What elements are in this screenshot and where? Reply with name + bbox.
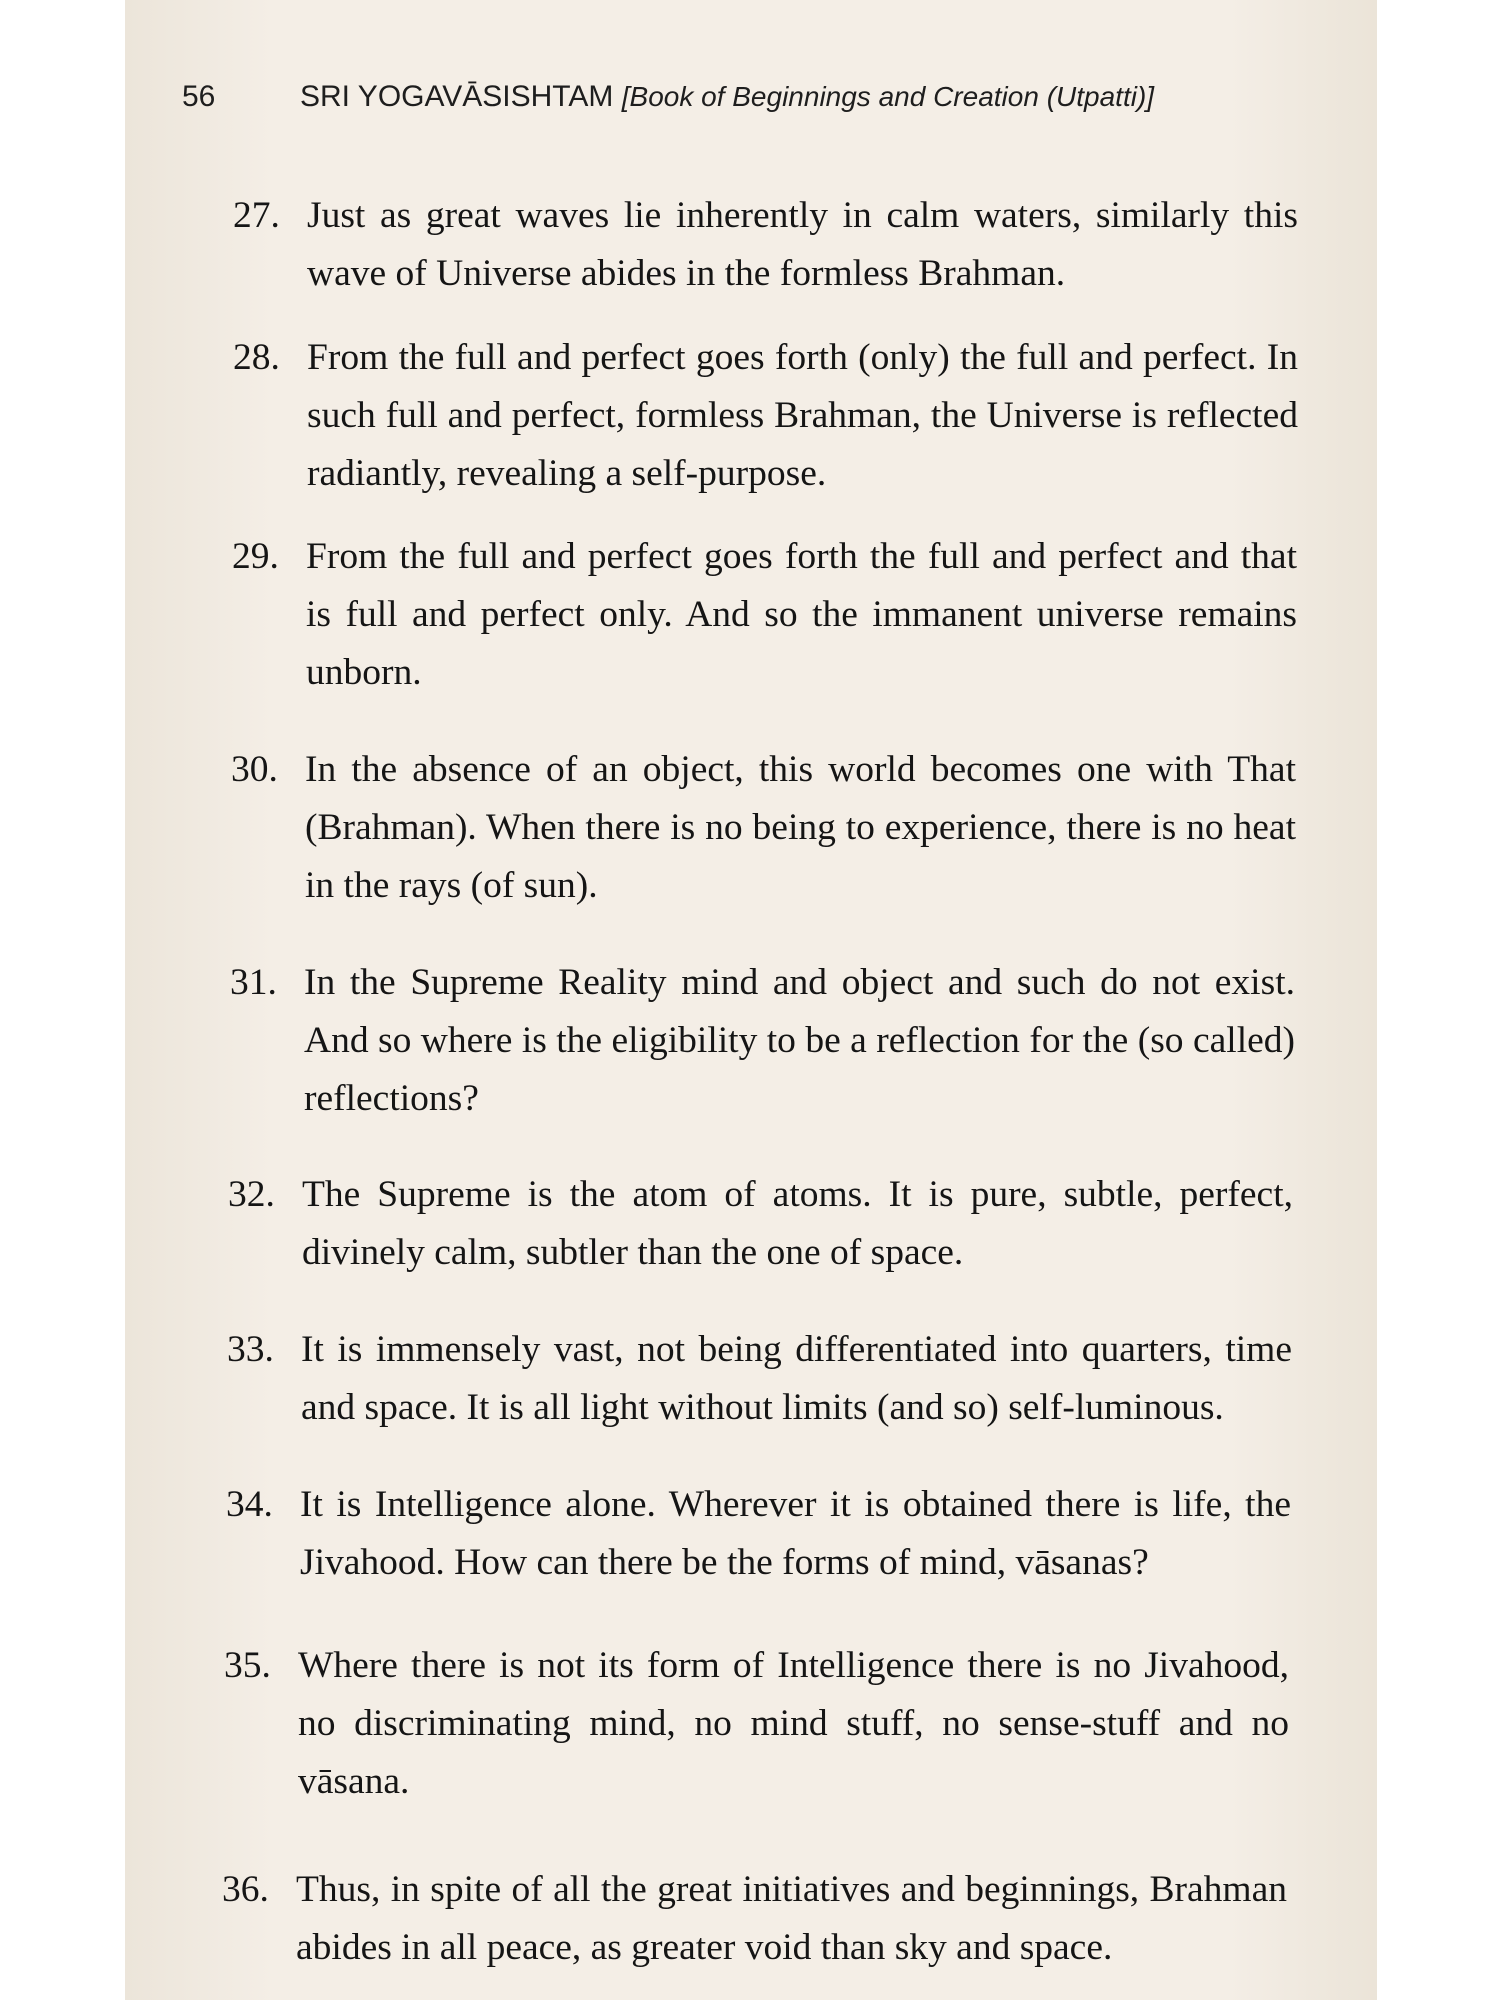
verse-text: Thus, in spite of all the great initiatives and beginnings, Brahman abides in all peace, as greater void than sky and space. (296, 1869, 1287, 1968)
verse-number: 28. (233, 337, 280, 378)
verse-31 (230, 954, 1295, 1128)
book-page (125, 0, 1377, 2000)
verse-33 (227, 1321, 1292, 1437)
verse-number: 30. (231, 749, 278, 790)
verse-28 (233, 329, 1298, 503)
verse-number: 34. (226, 1484, 273, 1525)
book-title: SRI YOGAVĀSISHTAM (300, 80, 614, 113)
verse-text: It is Intelligence alone. Wherever it is obtained there is life, the Jivahood. How can there be the forms of mind, vāsanas? (300, 1484, 1291, 1583)
verse-number: 27. (233, 195, 280, 236)
verse-number: 35. (224, 1645, 271, 1686)
verse-27 (233, 187, 1298, 303)
verse-list (125, 0, 1377, 2000)
verse-36 (222, 1861, 1287, 1977)
verse-32 (228, 1166, 1293, 1282)
verse-number: 31. (230, 962, 277, 1003)
verse-text: In the absence of an object, this world becomes one with That (Brahman). When there is no being to experience, there is no heat in the rays (of sun). (305, 749, 1296, 906)
verse-number: 32. (228, 1174, 275, 1215)
verse-text: From the full and perfect goes forth (only) the full and perfect. In such full and perfect, formless Brahman, the Universe is reflected radiantly, revealing a self-purpose. (307, 337, 1298, 494)
book-subtitle: [Book of Beginnings and Creation (Utpatti)] (621, 81, 1155, 112)
verse-text: Just as great waves lie inherently in calm waters, similarly this wave of Universe abides in the formless Brahman. (307, 195, 1298, 294)
verse-35 (224, 1637, 1289, 1811)
verse-number: 29. (232, 536, 279, 577)
verse-number: 33. (227, 1329, 274, 1370)
page-number: 56 (182, 80, 216, 113)
verse-30 (231, 741, 1296, 915)
verse-text: It is immensely vast, not being differentiated into quarters, time and space. It is all light without limits (and so) self-luminous. (301, 1329, 1292, 1428)
verse-34 (226, 1476, 1291, 1592)
verse-text: Where there is not its form of Intelligence there is no Jivahood, no discriminating mind, no mind stuff, no sense-stuff and no vāsana. (298, 1645, 1289, 1802)
verse-text: In the Supreme Reality mind and object and such do not exist. And so where is the eligibility to be a reflection for the (so called) reflections? (304, 962, 1295, 1119)
verse-text: From the full and perfect goes forth the full and perfect and that is full and perfect only. And so the immanent universe remains unborn. (306, 536, 1297, 693)
verse-text: The Supreme is the atom of atoms. It is pure, subtle, perfect, divinely calm, subtler than the one of space. (302, 1174, 1293, 1273)
verse-number: 36. (222, 1869, 269, 1910)
verse-29 (232, 528, 1297, 702)
